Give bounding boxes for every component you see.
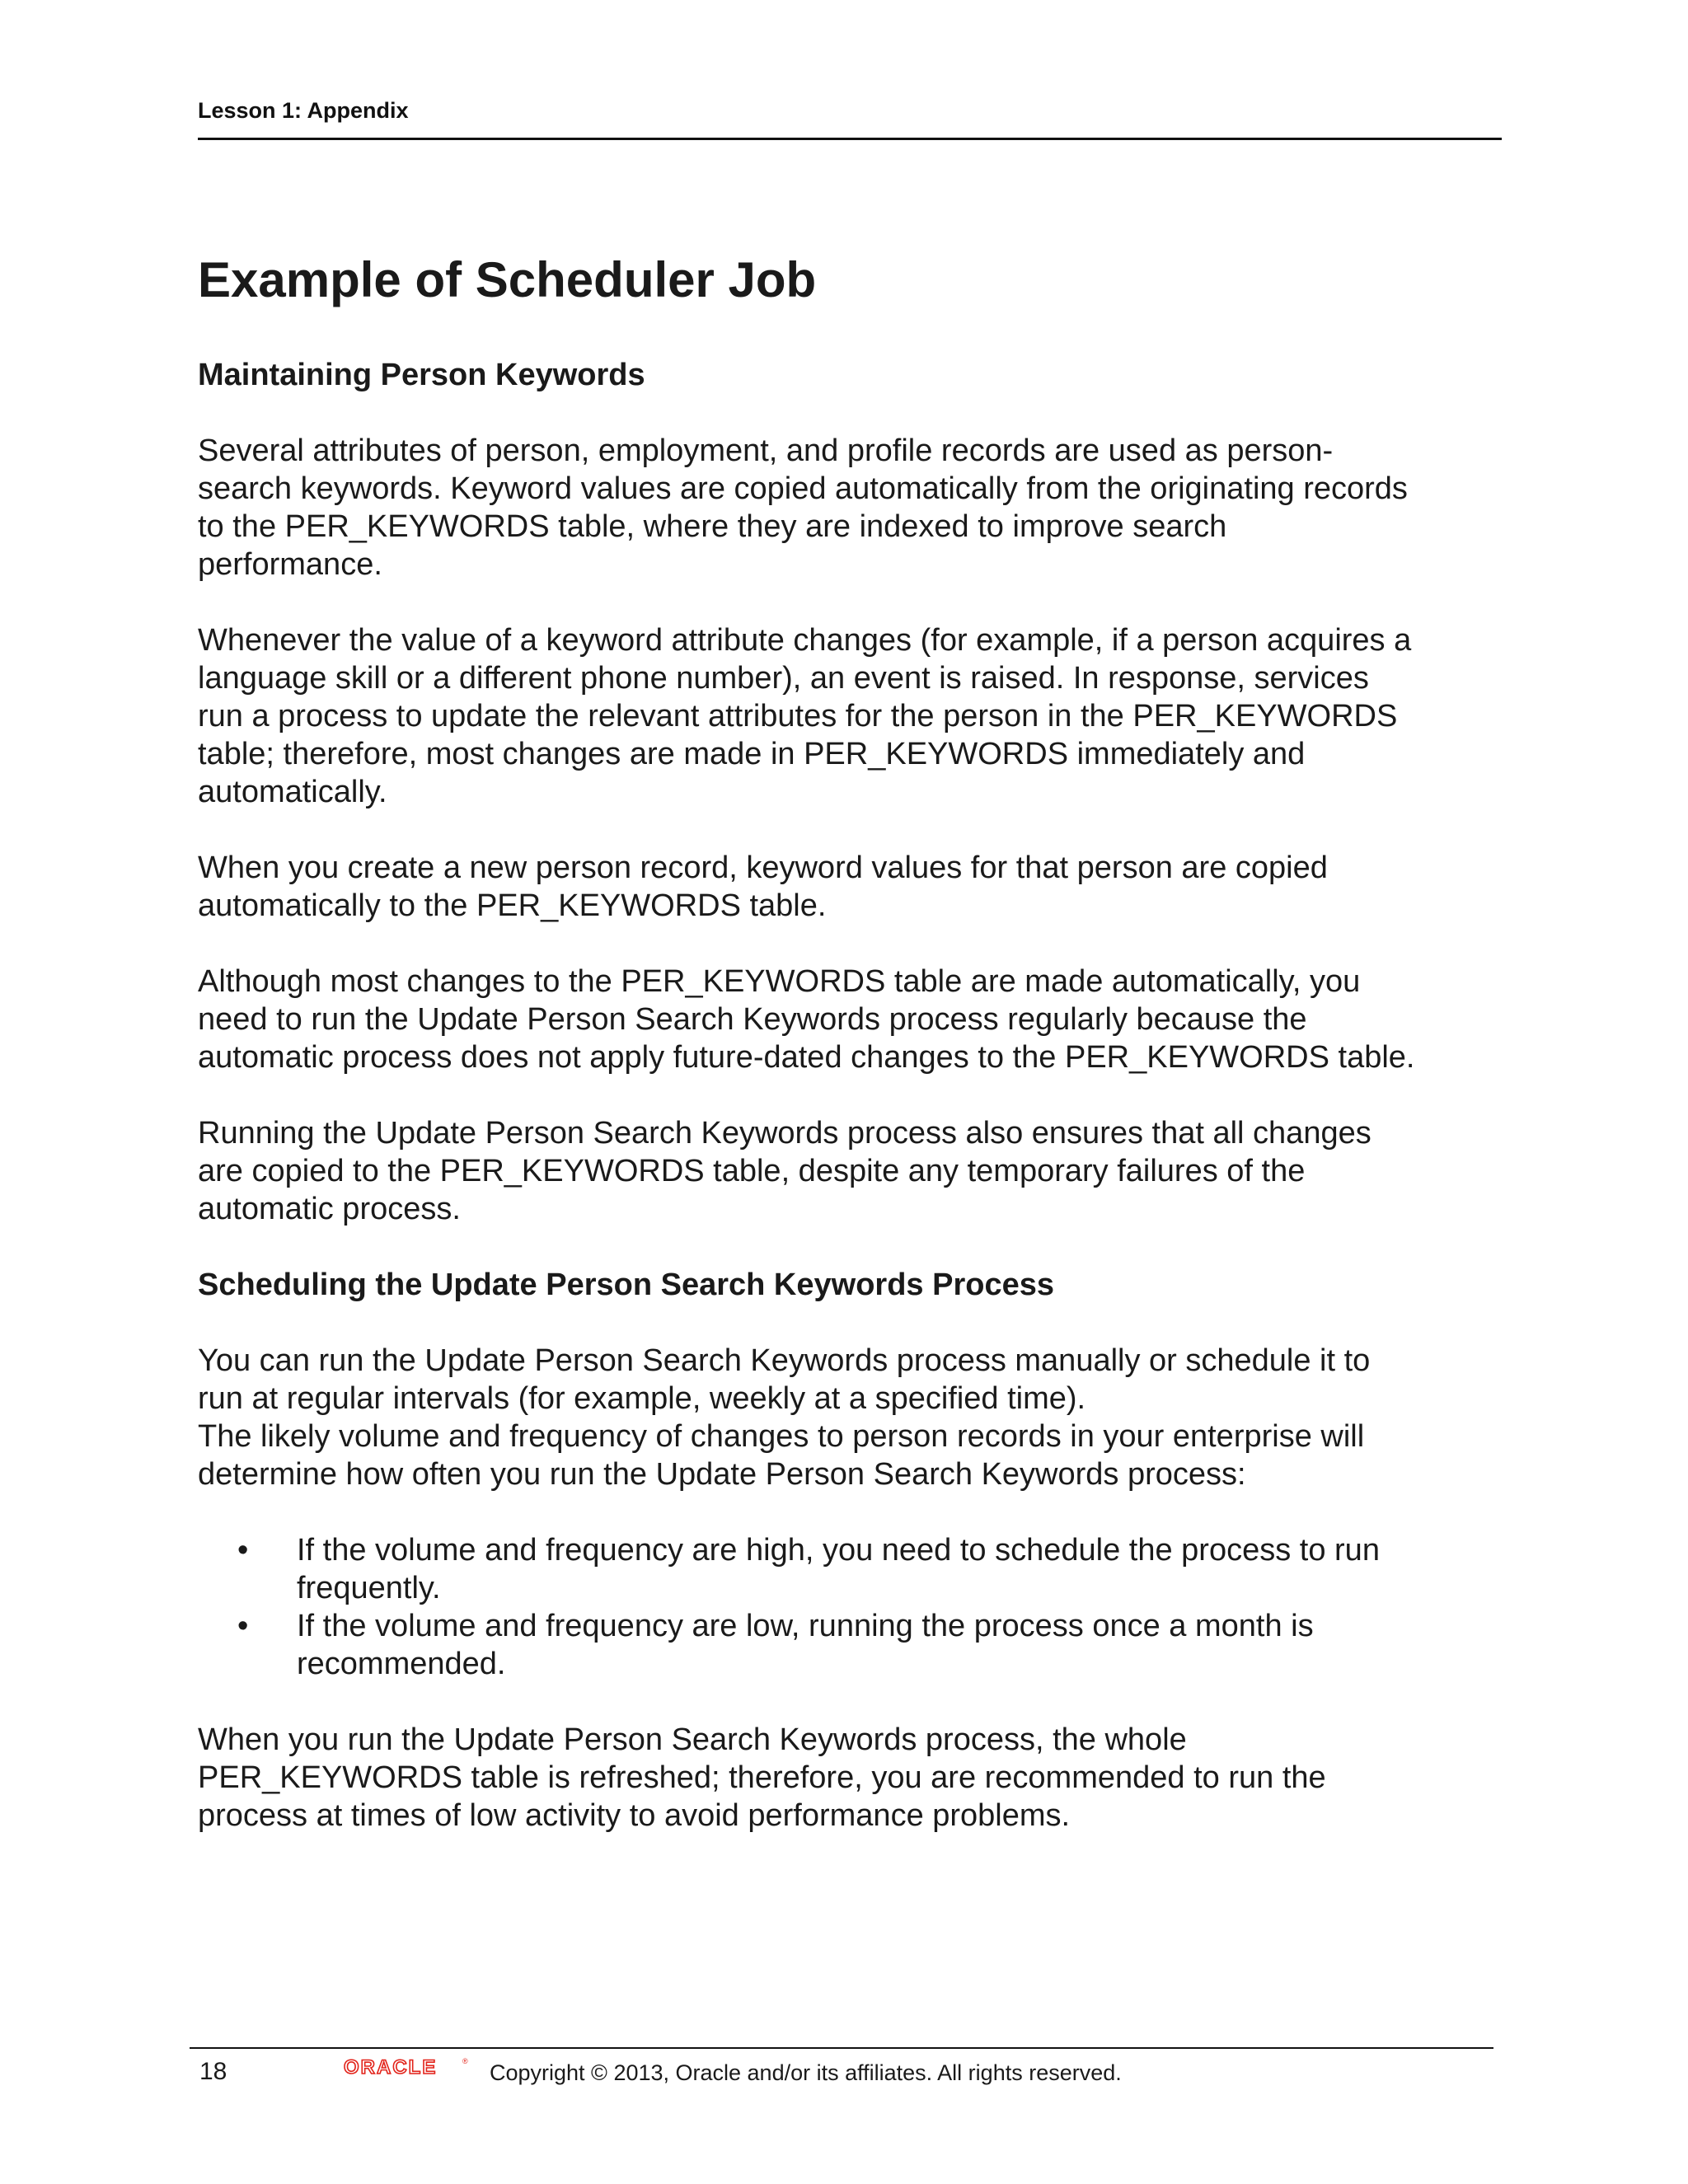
copyright-notice: Copyright © 2013, Oracle and/or its affiliates. All rights reserved. xyxy=(490,2060,1122,2085)
page-footer xyxy=(190,2047,1493,2098)
section-heading-scheduling: Scheduling the Update Person Search Keywords Process xyxy=(198,1268,1054,1302)
recommendation-list xyxy=(198,1531,1517,1683)
page-title: Example of Scheduler Job xyxy=(198,252,817,307)
list-item: • If the volume and frequency are low, running the process once a month is recommended. xyxy=(237,1609,1314,1681)
oracle-logo-icon xyxy=(342,2055,474,2085)
oracle-logo-icon xyxy=(342,2055,474,2080)
paragraph-new-person: When you create a new person record, keyword values for that person are copied automatically to the PER_KEYWORDS table. xyxy=(198,851,1328,923)
bullet-icon: • xyxy=(237,1609,249,1643)
paragraph-future-dated: Although most changes to the PER_KEYWORDS table are made automatically, you need to run the Update Person Search Keywords process regularly because the automatic process does not apply future-dated changes to the PER_KEYWORDS table. xyxy=(198,964,1415,1075)
list-item: • If the volume and frequency are high, you need to schedule the process to run frequently. xyxy=(237,1533,1380,1605)
page-number: 18 xyxy=(199,2058,227,2085)
section-heading-maintaining: Maintaining Person Keywords xyxy=(198,358,645,392)
paragraph-ensures-changes: Running the Update Person Search Keywords process also ensures that all changes are copied to the PER_KEYWORDS table, despite any temporary failures of the automatic process. xyxy=(198,1116,1372,1226)
page-header xyxy=(198,96,1502,140)
svg-text:®: ® xyxy=(462,2057,468,2065)
svg-text:ORACLE: ORACLE xyxy=(344,2056,438,2079)
paragraph-closing: When you run the Update Person Search Keywords process, the whole PER_KEYWORDS table is refreshed; therefore, you are recommended to run the process at times of low activity to avoid performance problems. xyxy=(198,1722,1326,1833)
bullet-icon: • xyxy=(237,1533,249,1568)
paragraph-scheduling-intro: You can run the Update Person Search Keywords process manually or schedule it to run at regular intervals (for example, weekly at a specified time). The likely volume and frequency of changes to person records in your enterprise will determine how often you run the Update Person Search Keywords process: xyxy=(198,1343,1371,1492)
paragraph-keyword-changes: Whenever the value of a keyword attribute changes (for example, if a person acquires a language skill or a different phone number), an event is raised. In response, services run a process to update the relevant attributes for the person in the PER_KEYWORDS table; therefore, most changes are made in PER_KEYWORDS immediately and automatically. xyxy=(198,623,1412,809)
paragraph-attributes: Several attributes of person, employment, and profile records are used as person- search keywords. Keyword values are copied automatically from the originating records to the PER_KEYWORDS table, where they are indexed to improve search performance. xyxy=(198,434,1408,582)
page-content xyxy=(198,247,1517,1835)
lesson-label: Lesson 1: Appendix xyxy=(198,98,409,123)
